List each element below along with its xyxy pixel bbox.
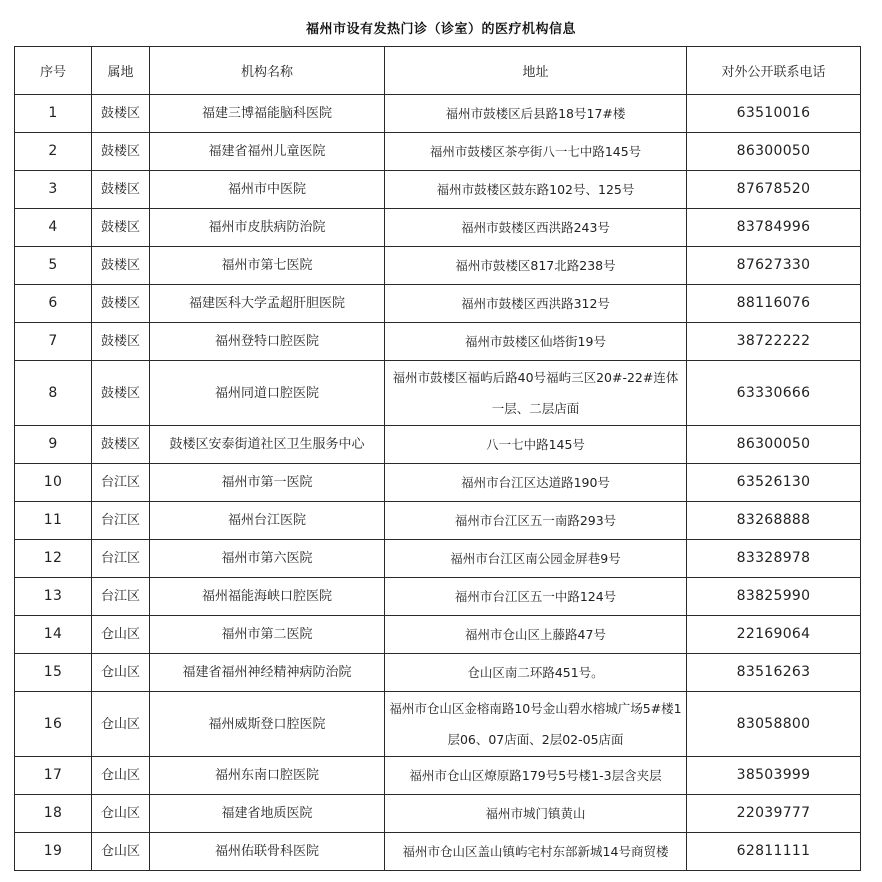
cell-phone: 63510016: [687, 95, 861, 133]
cell-institution-name: 福建省福州儿童医院: [150, 133, 385, 171]
cell-address: 福州市台江区达道路190号: [385, 464, 687, 502]
cell-district: 台江区: [92, 502, 150, 540]
table-row: [15, 209, 861, 247]
cell-institution-name: 福建三博福能脑科医院: [150, 95, 385, 133]
cell-district: 仓山区: [92, 616, 150, 654]
cell-address: 八一七中路145号: [385, 426, 687, 464]
cell-district: 鼓楼区: [92, 95, 150, 133]
cell-seq: 2: [15, 133, 92, 171]
cell-district: 鼓楼区: [92, 426, 150, 464]
cell-seq: 3: [15, 171, 92, 209]
table-row: [15, 323, 861, 361]
cell-address: 福州市仓山区盖山镇屿宅村东部新城14号商贸楼: [385, 833, 687, 871]
cell-seq: 17: [15, 757, 92, 795]
cell-institution-name: 福州市第七医院: [150, 247, 385, 285]
cell-institution-name: 福州福能海峡口腔医院: [150, 578, 385, 616]
cell-seq: 18: [15, 795, 92, 833]
cell-seq: 15: [15, 654, 92, 692]
cell-phone: 38722222: [687, 323, 861, 361]
cell-district: 鼓楼区: [92, 361, 150, 426]
cell-district: 鼓楼区: [92, 209, 150, 247]
cell-address: 福州市仓山区上藤路47号: [385, 616, 687, 654]
cell-institution-name: 福建医科大学孟超肝胆医院: [150, 285, 385, 323]
cell-phone: 22169064: [687, 616, 861, 654]
table-row: [15, 833, 861, 871]
table-row: [15, 171, 861, 209]
cell-phone: 86300050: [687, 133, 861, 171]
table-row: [15, 540, 861, 578]
column-header-phone: 对外公开联系电话: [687, 47, 861, 95]
cell-district: 仓山区: [92, 692, 150, 757]
column-header-seq: 序号: [15, 47, 92, 95]
cell-seq: 7: [15, 323, 92, 361]
cell-seq: 8: [15, 361, 92, 426]
cell-institution-name: 福州登特口腔医院: [150, 323, 385, 361]
cell-phone: 63526130: [687, 464, 861, 502]
cell-address: 仓山区南二环路451号。: [385, 654, 687, 692]
table-row: [15, 616, 861, 654]
cell-phone: 83784996: [687, 209, 861, 247]
cell-institution-name: 福州市第二医院: [150, 616, 385, 654]
cell-institution-name: 福州佑联骨科医院: [150, 833, 385, 871]
cell-address: 福州市仓山区燎原路179号5号楼1-3层含夹层: [385, 757, 687, 795]
cell-phone: 83058800: [687, 692, 861, 757]
cell-district: 仓山区: [92, 654, 150, 692]
cell-district: 鼓楼区: [92, 247, 150, 285]
table-row: [15, 692, 861, 757]
cell-institution-name: 福州市中医院: [150, 171, 385, 209]
cell-district: 鼓楼区: [92, 323, 150, 361]
cell-address: 福州市鼓楼区仙塔街19号: [385, 323, 687, 361]
cell-address: 福州市城门镇黄山: [385, 795, 687, 833]
table-row: [15, 795, 861, 833]
cell-address: 福州市鼓楼区西洪路312号: [385, 285, 687, 323]
cell-district: 鼓楼区: [92, 171, 150, 209]
cell-district: 仓山区: [92, 757, 150, 795]
cell-institution-name: 福州市第六医院: [150, 540, 385, 578]
table-row: [15, 502, 861, 540]
table-row: [15, 578, 861, 616]
cell-seq: 11: [15, 502, 92, 540]
cell-phone: 86300050: [687, 426, 861, 464]
table-row: [15, 757, 861, 795]
cell-address: 福州市鼓楼区后县路18号17#楼: [385, 95, 687, 133]
cell-phone: 87627330: [687, 247, 861, 285]
cell-address: 福州市鼓楼区西洪路243号: [385, 209, 687, 247]
table-row: [15, 285, 861, 323]
table-header-row: [15, 47, 861, 95]
cell-phone: 88116076: [687, 285, 861, 323]
cell-institution-name: 福州市皮肤病防治院: [150, 209, 385, 247]
table-row: [15, 654, 861, 692]
cell-phone: 22039777: [687, 795, 861, 833]
cell-seq: 19: [15, 833, 92, 871]
cell-seq: 12: [15, 540, 92, 578]
table-row: [15, 247, 861, 285]
cell-address: 福州市台江区南公园金屏巷9号: [385, 540, 687, 578]
cell-district: 台江区: [92, 540, 150, 578]
cell-phone: 63330666: [687, 361, 861, 426]
cell-phone: 83268888: [687, 502, 861, 540]
cell-address: 福州市台江区五一中路124号: [385, 578, 687, 616]
cell-district: 仓山区: [92, 795, 150, 833]
cell-address: 福州市鼓楼区817北路238号: [385, 247, 687, 285]
cell-district: 台江区: [92, 578, 150, 616]
cell-phone: 83516263: [687, 654, 861, 692]
cell-seq: 4: [15, 209, 92, 247]
table-row: [15, 95, 861, 133]
cell-address: 福州市鼓楼区茶亭街八一七中路145号: [385, 133, 687, 171]
cell-seq: 1: [15, 95, 92, 133]
cell-institution-name: 福州台江医院: [150, 502, 385, 540]
cell-phone: 83328978: [687, 540, 861, 578]
table-row: [15, 133, 861, 171]
table-row: [15, 426, 861, 464]
cell-seq: 5: [15, 247, 92, 285]
cell-address: 福州市鼓楼区福屿后路40号福屿三区20#-22#连体一层、二层店面: [385, 361, 687, 426]
cell-institution-name: 福州威斯登口腔医院: [150, 692, 385, 757]
cell-institution-name: 福建省福州神经精神病防治院: [150, 654, 385, 692]
cell-institution-name: 福州市第一医院: [150, 464, 385, 502]
cell-district: 仓山区: [92, 833, 150, 871]
cell-seq: 13: [15, 578, 92, 616]
cell-address: 福州市鼓楼区鼓东路102号、125号: [385, 171, 687, 209]
cell-seq: 6: [15, 285, 92, 323]
table-row: [15, 464, 861, 502]
cell-phone: 38503999: [687, 757, 861, 795]
cell-seq: 10: [15, 464, 92, 502]
cell-seq: 16: [15, 692, 92, 757]
page-title: 福州市设有发热门诊（诊室）的医疗机构信息: [305, 22, 576, 37]
cell-district: 鼓楼区: [92, 285, 150, 323]
cell-phone: 62811111: [687, 833, 861, 871]
cell-seq: 9: [15, 426, 92, 464]
table-row: [15, 361, 861, 426]
cell-phone: 83825990: [687, 578, 861, 616]
column-header-name: 机构名称: [150, 47, 385, 95]
cell-institution-name: 福州同道口腔医院: [150, 361, 385, 426]
column-header-address: 地址: [385, 47, 687, 95]
cell-district: 鼓楼区: [92, 133, 150, 171]
cell-seq: 14: [15, 616, 92, 654]
cell-address: 福州市台江区五一南路293号: [385, 502, 687, 540]
cell-phone: 87678520: [687, 171, 861, 209]
medical-institutions-table: [14, 46, 861, 871]
column-header-district: 属地: [92, 47, 150, 95]
cell-institution-name: 福建省地质医院: [150, 795, 385, 833]
cell-institution-name: 鼓楼区安泰街道社区卫生服务中心: [150, 426, 385, 464]
cell-institution-name: 福州东南口腔医院: [150, 757, 385, 795]
cell-address: 福州市仓山区金榕南路10号金山碧水榕城广场5#楼1层06、07店面、2层02-05店面: [385, 692, 687, 757]
cell-district: 台江区: [92, 464, 150, 502]
